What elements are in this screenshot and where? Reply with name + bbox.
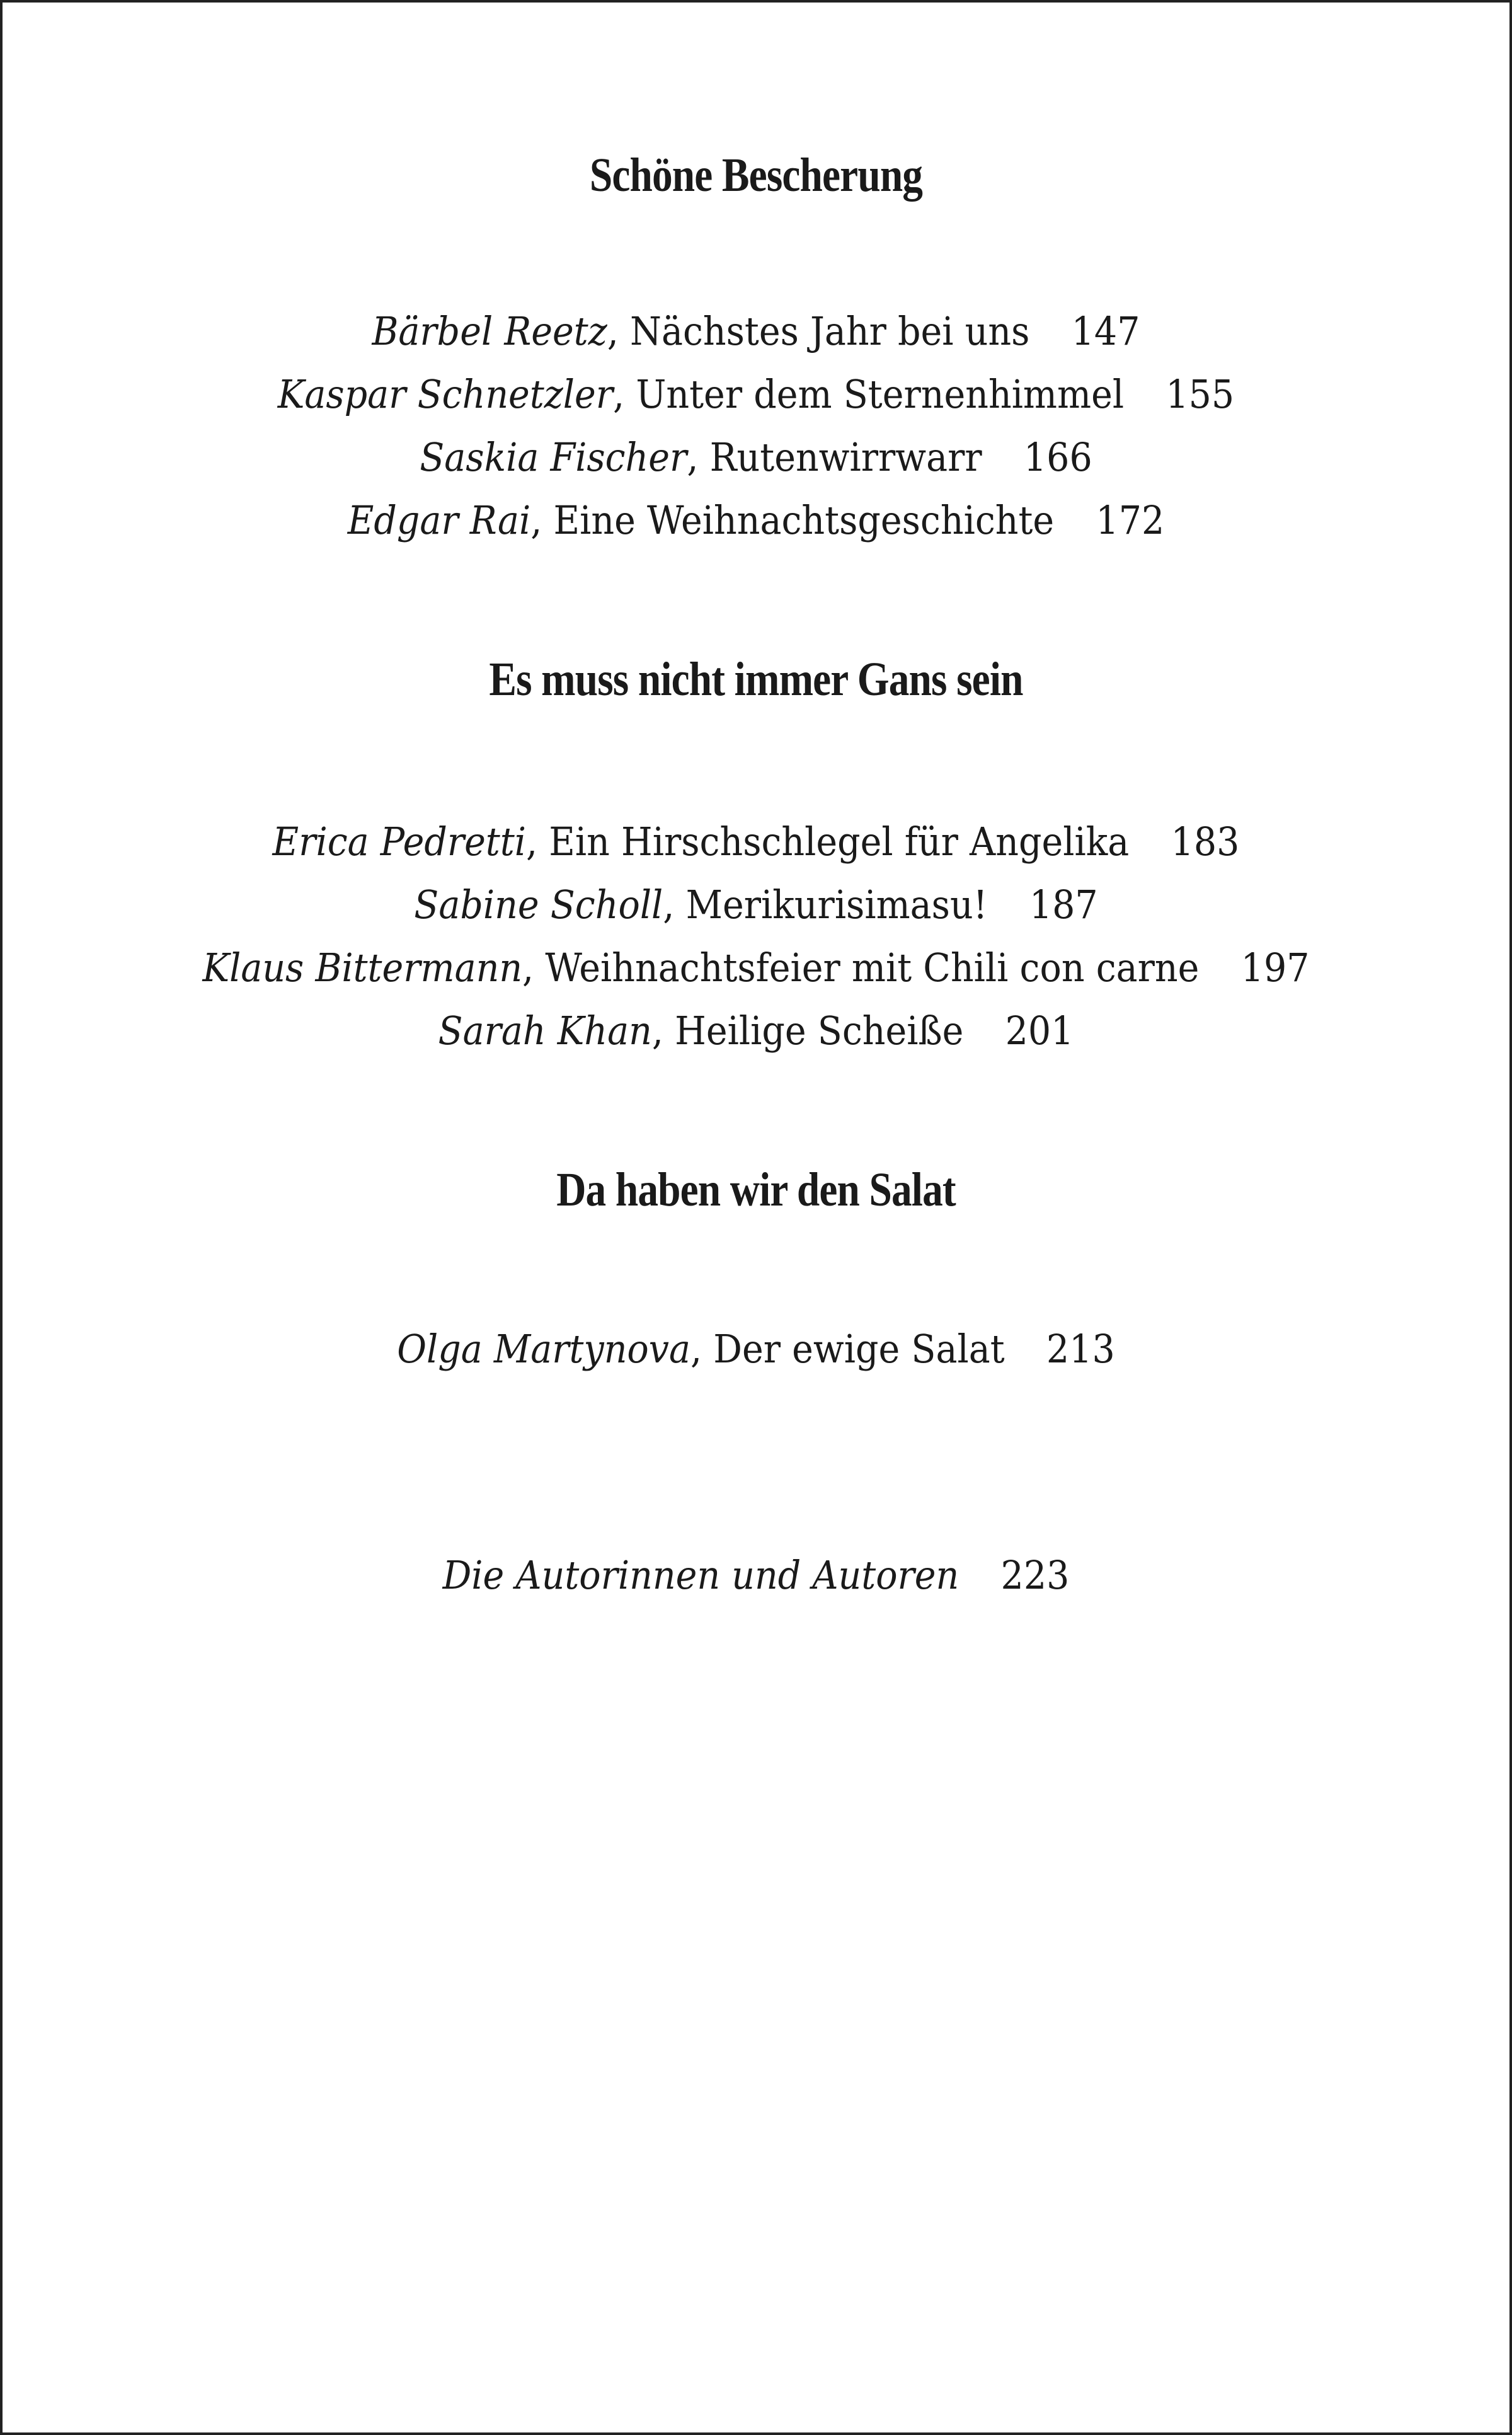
toc-entry[interactable]: Saskia Fischer, Rutenwirrwarr 166 <box>60 426 1452 489</box>
toc-entry[interactable]: Klaus Bittermann, Weihnachtsfeier mit Chili con carne 197 <box>60 936 1452 999</box>
entry-page-number: 197 <box>1240 945 1310 991</box>
section-title: Schöne Bescherung <box>589 149 923 202</box>
appendix-label: Die Autorinnen und Autoren <box>442 1552 959 1598</box>
entry-author: Sabine Scholl <box>414 882 663 928</box>
entry-title: Ein Hirschschlegel für Angelika <box>549 819 1130 865</box>
entry-title: Der ewige Salat <box>713 1326 1005 1372</box>
toc-entry[interactable]: Olga Martynova, Der ewige Salat 213 <box>60 1318 1452 1381</box>
entry-title: Eine Weihnachtsgeschichte <box>553 497 1055 543</box>
entry-title: Nächstes Jahr bei uns <box>630 308 1030 354</box>
entry-title: Heilige Scheiße <box>675 1008 964 1054</box>
toc-entry[interactable]: Sabine Scholl, Merikurisimasu! 187 <box>60 873 1452 936</box>
toc-section <box>0 655 1512 1062</box>
entry-page-number: 201 <box>1005 1008 1074 1054</box>
entry-author: Olga Martynova <box>397 1326 691 1372</box>
section-title: Es muss nicht immer Gans sein <box>489 653 1023 706</box>
toc-entry-list <box>0 1318 1512 1381</box>
appendix-page-number: 223 <box>1000 1552 1070 1598</box>
entry-author: Kaspar Schnetzler <box>277 371 614 417</box>
toc-entry[interactable]: Kaspar Schnetzler, Unter dem Sternenhimmel 155 <box>60 363 1452 426</box>
entry-author: Sarah Khan <box>438 1008 652 1054</box>
toc-section <box>0 1163 1512 1381</box>
entry-title: Rutenwirrwarr <box>709 434 982 480</box>
entry-author: Saskia Fischer <box>420 434 687 480</box>
appendix-entry[interactable] <box>60 1544 1452 1607</box>
entry-title: Weihnachtsfeier mit Chili con carne <box>545 945 1200 991</box>
toc-entry[interactable]: Erica Pedretti, Ein Hirschschlegel für Angelika 183 <box>60 810 1452 873</box>
entry-page-number: 166 <box>1023 434 1092 480</box>
entry-title: Merikurisimasu! <box>685 882 988 928</box>
appendix-section <box>0 1544 1512 1607</box>
entry-title: Unter dem Sternenhimmel <box>636 371 1125 417</box>
entry-page-number: 183 <box>1171 819 1240 865</box>
entry-page-number: 213 <box>1046 1326 1115 1372</box>
toc-entry[interactable]: Bärbel Reetz, Nächstes Jahr bei uns 147 <box>60 300 1452 363</box>
entry-page-number: 172 <box>1096 497 1165 543</box>
toc-entry[interactable]: Sarah Khan, Heilige Scheiße 201 <box>60 999 1452 1062</box>
entry-page-number: 155 <box>1166 371 1235 417</box>
toc-section <box>0 151 1512 552</box>
entry-author: Edgar Rai <box>347 497 531 543</box>
entry-page-number: 187 <box>1029 882 1098 928</box>
toc-entry-list <box>0 810 1512 1062</box>
section-title: Da haben wir den Salat <box>556 1163 956 1216</box>
entry-author: Klaus Bittermann <box>202 945 523 991</box>
entry-author: Erica Pedretti <box>272 819 526 865</box>
entry-page-number: 147 <box>1071 308 1140 354</box>
toc-entry[interactable]: Edgar Rai, Eine Weihnachtsgeschichte 172 <box>60 489 1452 552</box>
toc-entry-list <box>0 300 1512 552</box>
entry-author: Bärbel Reetz <box>372 308 607 354</box>
